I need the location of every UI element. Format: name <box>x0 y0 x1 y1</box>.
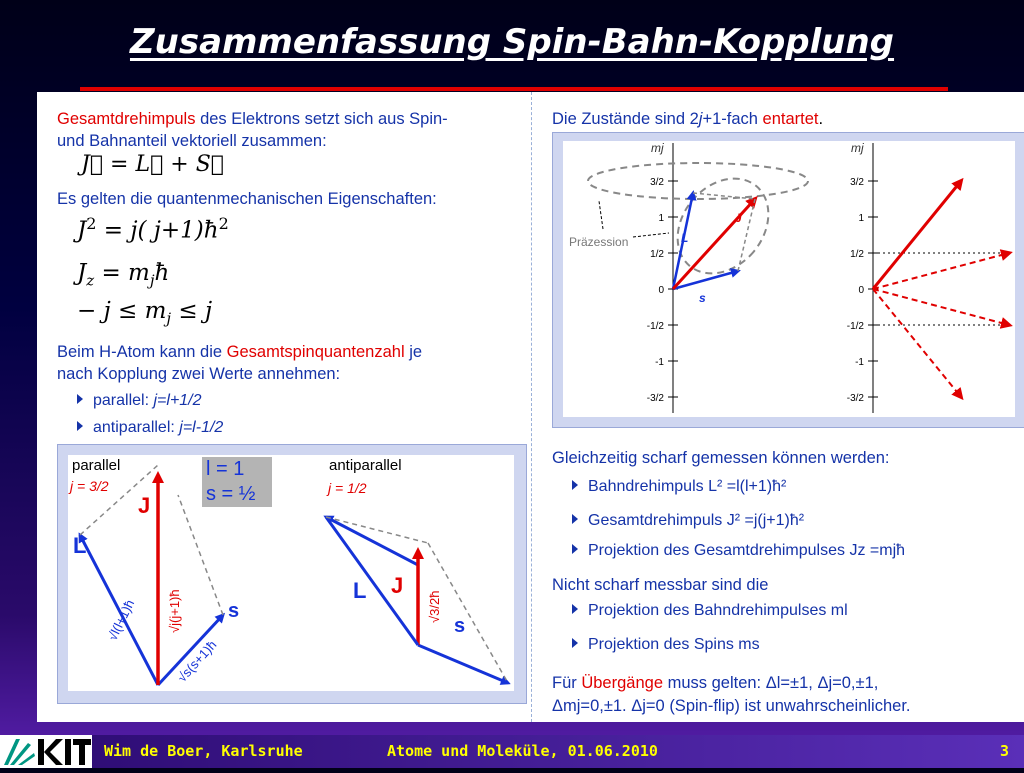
bullet-gesamtdrehimpuls: Gesamtdrehimpuls J² =j(j+1)ħ² <box>572 510 804 532</box>
vector-S: S⃗ <box>195 152 224 177</box>
label-antiparallel: antiparallel <box>329 457 402 474</box>
axis-tick-label: 1 <box>858 213 864 224</box>
bullet-icon <box>572 514 578 524</box>
bullet-bahndrehimpuls: Bahndrehimpuls L² =l(l+1)ħ² <box>572 476 786 498</box>
vector-s-antiparallel <box>418 645 508 683</box>
left-line-5: nach Kopplung zwei Werte annehmen: <box>57 365 341 383</box>
kit-logo-icon <box>0 735 92 768</box>
equation-vector-sum: J⃗ = L⃗ + S⃗ <box>81 152 224 177</box>
title-underline <box>80 87 948 91</box>
label-L-parallel: L <box>73 533 87 558</box>
label-mj-left: mj <box>651 141 664 155</box>
axis-tick-label: -1/2 <box>646 321 664 332</box>
label-L-precession: L <box>681 231 689 245</box>
slide-title: Zusammenfassung Spin-Bahn-Kopplung <box>129 22 895 62</box>
left-line-3: Es gelten die quantenmechanischen Eigenschaften: <box>57 190 437 208</box>
vector-L: L⃗ <box>135 152 164 177</box>
axis-tick-label: 3/2 <box>850 177 864 188</box>
label-J-precession: J <box>735 211 742 225</box>
label-j-antiparallel: j = 1/2 <box>328 480 367 496</box>
right-line-g1: Gleichzeitig scharf gemessen können werden: <box>552 449 890 467</box>
footer-author: Wim de Boer, Karlsruhe <box>104 742 303 760</box>
mj-vector-dashed <box>873 253 1009 289</box>
left-line-4: Beim H-Atom kann die Gesamtspinquantenzahl je <box>57 343 423 361</box>
axis-tick-label: -1 <box>855 357 864 368</box>
right-line-g8: Für Übergänge muss gelten: Δl=±1, Δj=0,±1, <box>552 674 879 692</box>
vector-L-line <box>326 517 418 645</box>
coupling-diagram <box>68 455 514 691</box>
vector-L-antiparallel <box>326 517 418 565</box>
left-line-2: und Bahnanteil vektoriell zusammen: <box>57 132 327 150</box>
label-s-precession: s <box>699 291 706 305</box>
equation-j-squared: $J^2 = j$( $j+1)ħ^2$ <box>77 214 229 244</box>
bullet-parallel: parallel: j=l+1/2 <box>77 390 202 412</box>
label-praezession: Präzession <box>569 231 628 253</box>
mj-vector-dashed <box>873 289 961 397</box>
axis-tick-label: 1/2 <box>650 249 664 260</box>
label-sqrt-32: √3/2ħ <box>427 590 442 623</box>
precession-diagram-panel <box>552 132 1024 428</box>
right-line-g9: Δmj=0,±1. Δj=0 (Spin-flip) ist unwahrscheinlicher. <box>552 697 911 715</box>
coupling-diagram-svg <box>68 455 514 691</box>
label-sqrt-s: √s(s+1)ħ <box>174 637 220 686</box>
footer-page-number: 3 <box>1000 742 1010 760</box>
axis-tick-label: 0 <box>858 285 864 296</box>
footer-course: Atome und Moleküle, 01.06.2010 <box>387 742 658 760</box>
kit-logo <box>0 735 92 768</box>
bullet-antiparallel: antiparallel: j=l-1/2 <box>77 417 223 439</box>
label-J-parallel: J <box>138 493 151 518</box>
bullet-projektion-gesamt: Projektion des Gesamtdrehimpulses Jz =mjħ <box>572 540 905 562</box>
axis-tick-label: -1/2 <box>846 321 864 332</box>
label-J-antiparallel: J <box>391 573 404 598</box>
label-s-value: s = ½ <box>206 483 256 505</box>
right-line-g5: Nicht scharf messbar sind die <box>552 576 769 594</box>
label-mj-right: mj <box>851 141 864 155</box>
vector-J: J⃗ <box>81 152 104 177</box>
label-j-parallel: j = 3/2 <box>70 478 109 494</box>
bullet-icon <box>572 480 578 490</box>
axis-tick-label: -3/2 <box>646 393 664 404</box>
label-parallel: parallel <box>72 457 121 474</box>
axis-tick-label: -3/2 <box>846 393 864 404</box>
label-L-antiparallel: L <box>353 578 367 603</box>
axis-tick-label: 0 <box>658 285 664 296</box>
right-line-1: Die Zustände sind 2j+1-fach entartet. <box>552 110 824 128</box>
bullet-projektion-bahn: Projektion des Bahndrehimpulses ml <box>572 600 848 622</box>
precession-ring <box>588 163 808 199</box>
bullet-icon <box>77 394 83 404</box>
label-l-value: l = 1 <box>206 458 245 480</box>
bullet-icon <box>77 421 83 431</box>
bullet-icon <box>572 604 578 614</box>
label-s-parallel: s <box>228 600 240 622</box>
axis-tick-label: 3/2 <box>650 177 664 188</box>
precession-diagram <box>563 141 1015 417</box>
precession-svg <box>563 141 1015 417</box>
slide-content <box>37 92 1024 722</box>
bullet-icon <box>572 638 578 648</box>
bullet-projektion-spin: Projektion des Spins ms <box>572 634 760 656</box>
precession-cone <box>659 160 787 291</box>
column-divider <box>531 92 532 722</box>
mj-vector-dashed <box>873 289 1009 325</box>
left-line-1: Gesamtdrehimpuls des Elektrons setzt sich aus Spin- <box>57 110 448 128</box>
praezession-pointer <box>633 233 669 237</box>
coupling-diagram-panel <box>57 444 527 704</box>
equation-mj-range: − $j \le m_j \le j$ <box>77 298 213 328</box>
equation-jz: $J_z$ = $m_jħ$ <box>77 260 170 290</box>
mj-vector-solid <box>873 181 961 289</box>
label-sqrt-j: √j(j+1)ħ <box>167 589 182 633</box>
label-s-antiparallel: s <box>454 615 466 637</box>
axis-tick-label: 1/2 <box>850 249 864 260</box>
label-sqrt-l: √l(l+1)ħ <box>104 597 138 643</box>
axis-tick-label: 1 <box>658 213 664 224</box>
footer-bar <box>0 735 1024 768</box>
praezession-pointer <box>599 201 603 229</box>
bullet-icon <box>572 544 578 554</box>
axis-tick-label: -1 <box>655 357 664 368</box>
